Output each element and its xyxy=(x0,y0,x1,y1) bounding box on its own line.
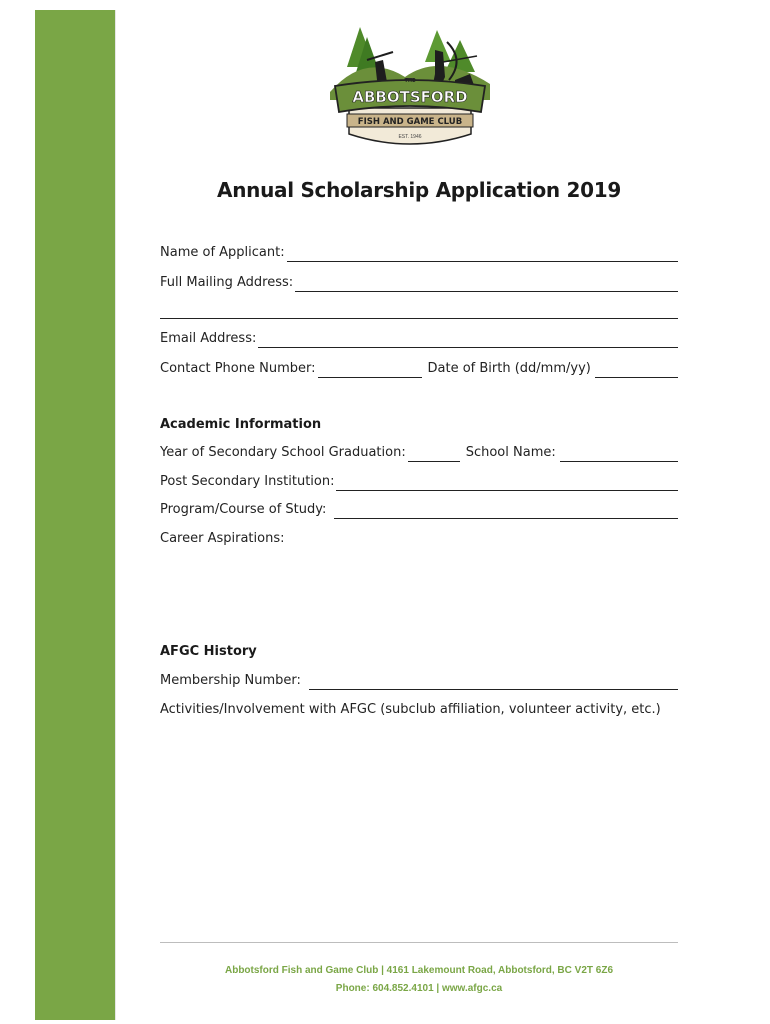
applicant-name-row xyxy=(160,242,678,262)
email-label: Email Address: xyxy=(160,331,257,346)
dob-label: Date of Birth (dd/mm/yy) xyxy=(427,361,591,376)
activities-label: Activities/Involvement with AFGC (subclub affiliation, volunteer activity, etc.) xyxy=(160,702,661,717)
applicant-name-field[interactable] xyxy=(287,245,678,262)
program-label: Program/Course of Study: xyxy=(160,502,327,517)
phone-field[interactable] xyxy=(318,361,422,378)
school-name-label: School Name: xyxy=(465,445,556,460)
phone-dob-row xyxy=(160,358,678,378)
mailing-address-label: Full Mailing Address: xyxy=(160,275,294,290)
footer-divider xyxy=(160,942,678,943)
side-color-bar xyxy=(35,10,115,1020)
email-field[interactable] xyxy=(258,331,678,348)
logo-subtitle: FISH AND GAME CLUB xyxy=(357,117,463,127)
post-secondary-field[interactable] xyxy=(336,474,678,491)
phone-label: Contact Phone Number: xyxy=(160,361,316,376)
mailing-address-field-line2[interactable] xyxy=(160,318,678,319)
footer-address: Abbotsford Fish and Game Club | 4161 Lakemount Road, Abbotsford, BC V2T 6Z6 xyxy=(224,965,614,976)
membership-row xyxy=(160,670,678,690)
graduation-year-field[interactable] xyxy=(408,445,460,462)
mailing-address-row xyxy=(160,272,678,292)
logo-name: ABBOTSFORD xyxy=(352,88,468,106)
program-row xyxy=(160,499,678,519)
history-heading: AFGC History xyxy=(160,644,257,659)
footer-contact: Phone: 604.852.4101 | www.afgc.ca xyxy=(335,983,503,994)
graduation-year-label: Year of Secondary School Graduation: xyxy=(160,445,406,460)
post-secondary-label: Post Secondary Institution: xyxy=(160,474,335,489)
email-row xyxy=(160,328,678,348)
logo-top-text: THE xyxy=(404,78,416,84)
form-title: Annual Scholarship Application 2019 xyxy=(217,178,621,202)
page-edge xyxy=(115,10,116,1020)
dob-field[interactable] xyxy=(595,361,678,378)
program-field[interactable] xyxy=(334,502,678,519)
post-secondary-row xyxy=(160,471,678,491)
school-name-field[interactable] xyxy=(560,445,678,462)
activities-area[interactable] xyxy=(160,722,678,922)
graduation-school-row xyxy=(160,442,678,462)
career-aspirations-label: Career Aspirations: xyxy=(160,531,285,546)
academic-heading: Academic Information xyxy=(160,417,322,432)
club-logo xyxy=(325,22,495,152)
career-aspirations-area[interactable] xyxy=(160,552,678,632)
logo-est: EST. 1946 xyxy=(398,134,422,140)
membership-label: Membership Number: xyxy=(160,673,301,688)
mailing-address-field[interactable] xyxy=(295,275,678,292)
applicant-name-label: Name of Applicant: xyxy=(160,245,285,260)
membership-field[interactable] xyxy=(309,673,678,690)
